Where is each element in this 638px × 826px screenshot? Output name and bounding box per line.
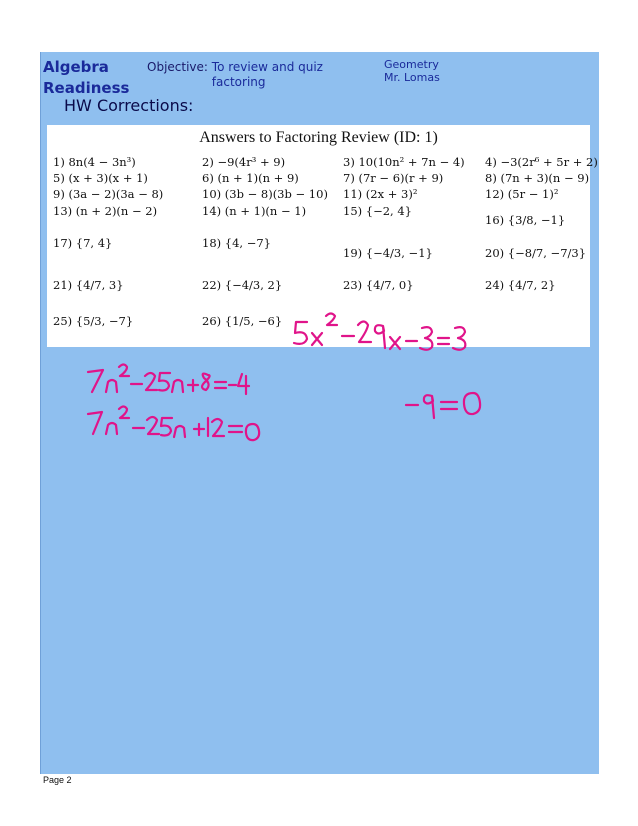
page-number: Page 2 (43, 775, 72, 785)
answer-8: 8) (7n + 3)(n − 9) (485, 171, 590, 185)
answer-6: 6) (n + 1)(n + 9) (202, 171, 299, 185)
subject-line1: Algebra (43, 58, 109, 76)
answer-3: 3) 10(10n² + 7n − 4) (343, 155, 465, 169)
answer-23: 23) {4/7, 0} (343, 278, 414, 292)
answer-2: 2) −9(4r³ + 9) (202, 155, 286, 169)
answer-14: 14) (n + 1)(n − 1) (202, 204, 307, 218)
course-info (384, 58, 440, 84)
objective (147, 60, 347, 90)
hw-corrections-title: HW Corrections: (64, 96, 194, 115)
objective-text: To review and quiz factoring (211, 60, 323, 89)
answer-25: 25) {5/3, −7} (53, 314, 134, 328)
answer-24: 24) {4/7, 2} (485, 278, 556, 292)
answer-key-title: Answers to Factoring Review (ID: 1) (199, 129, 438, 146)
answer-17: 17) {7, 4} (53, 236, 113, 250)
answer-10: 10) (3b − 8)(3b − 10) (202, 187, 328, 201)
answer-21: 21) {4/7, 3} (53, 278, 124, 292)
answer-1: 1) 8n(4 − 3n³) (53, 155, 136, 169)
answer-9: 9) (3a − 2)(3a − 8) (53, 187, 164, 201)
answer-19: 19) {−4/3, −1} (343, 246, 433, 260)
answer-12: 12) (5r − 1)² (485, 187, 559, 201)
answer-18: 18) {4, −7} (202, 236, 271, 250)
subject-line2: Readiness (43, 79, 130, 97)
answer-7: 7) (7r − 6)(r + 9) (343, 171, 444, 185)
answer-26: 26) {1/5, −6} (202, 314, 283, 328)
answer-11: 11) (2x + 3)² (343, 187, 418, 201)
answer-4: 4) −3(2r⁶ + 5r + 2) (485, 155, 598, 169)
answer-key-panel (47, 125, 598, 347)
objective-label: Objective: (147, 60, 208, 74)
answer-13: 13) (n + 2)(n − 2) (53, 204, 158, 218)
course-name: Geometry (384, 58, 439, 71)
answer-16: 16) {3/8, −1} (485, 213, 566, 227)
answer-22: 22) {−4/3, 2} (202, 278, 283, 292)
subject-title (43, 57, 129, 99)
answer-20: 20) {−8/7, −7/3} (485, 246, 587, 260)
answer-15: 15) {−2, 4} (343, 204, 412, 218)
teacher-name: Mr. Lomas (384, 71, 440, 84)
answer-5: 5) (x + 3)(x + 1) (53, 171, 148, 185)
